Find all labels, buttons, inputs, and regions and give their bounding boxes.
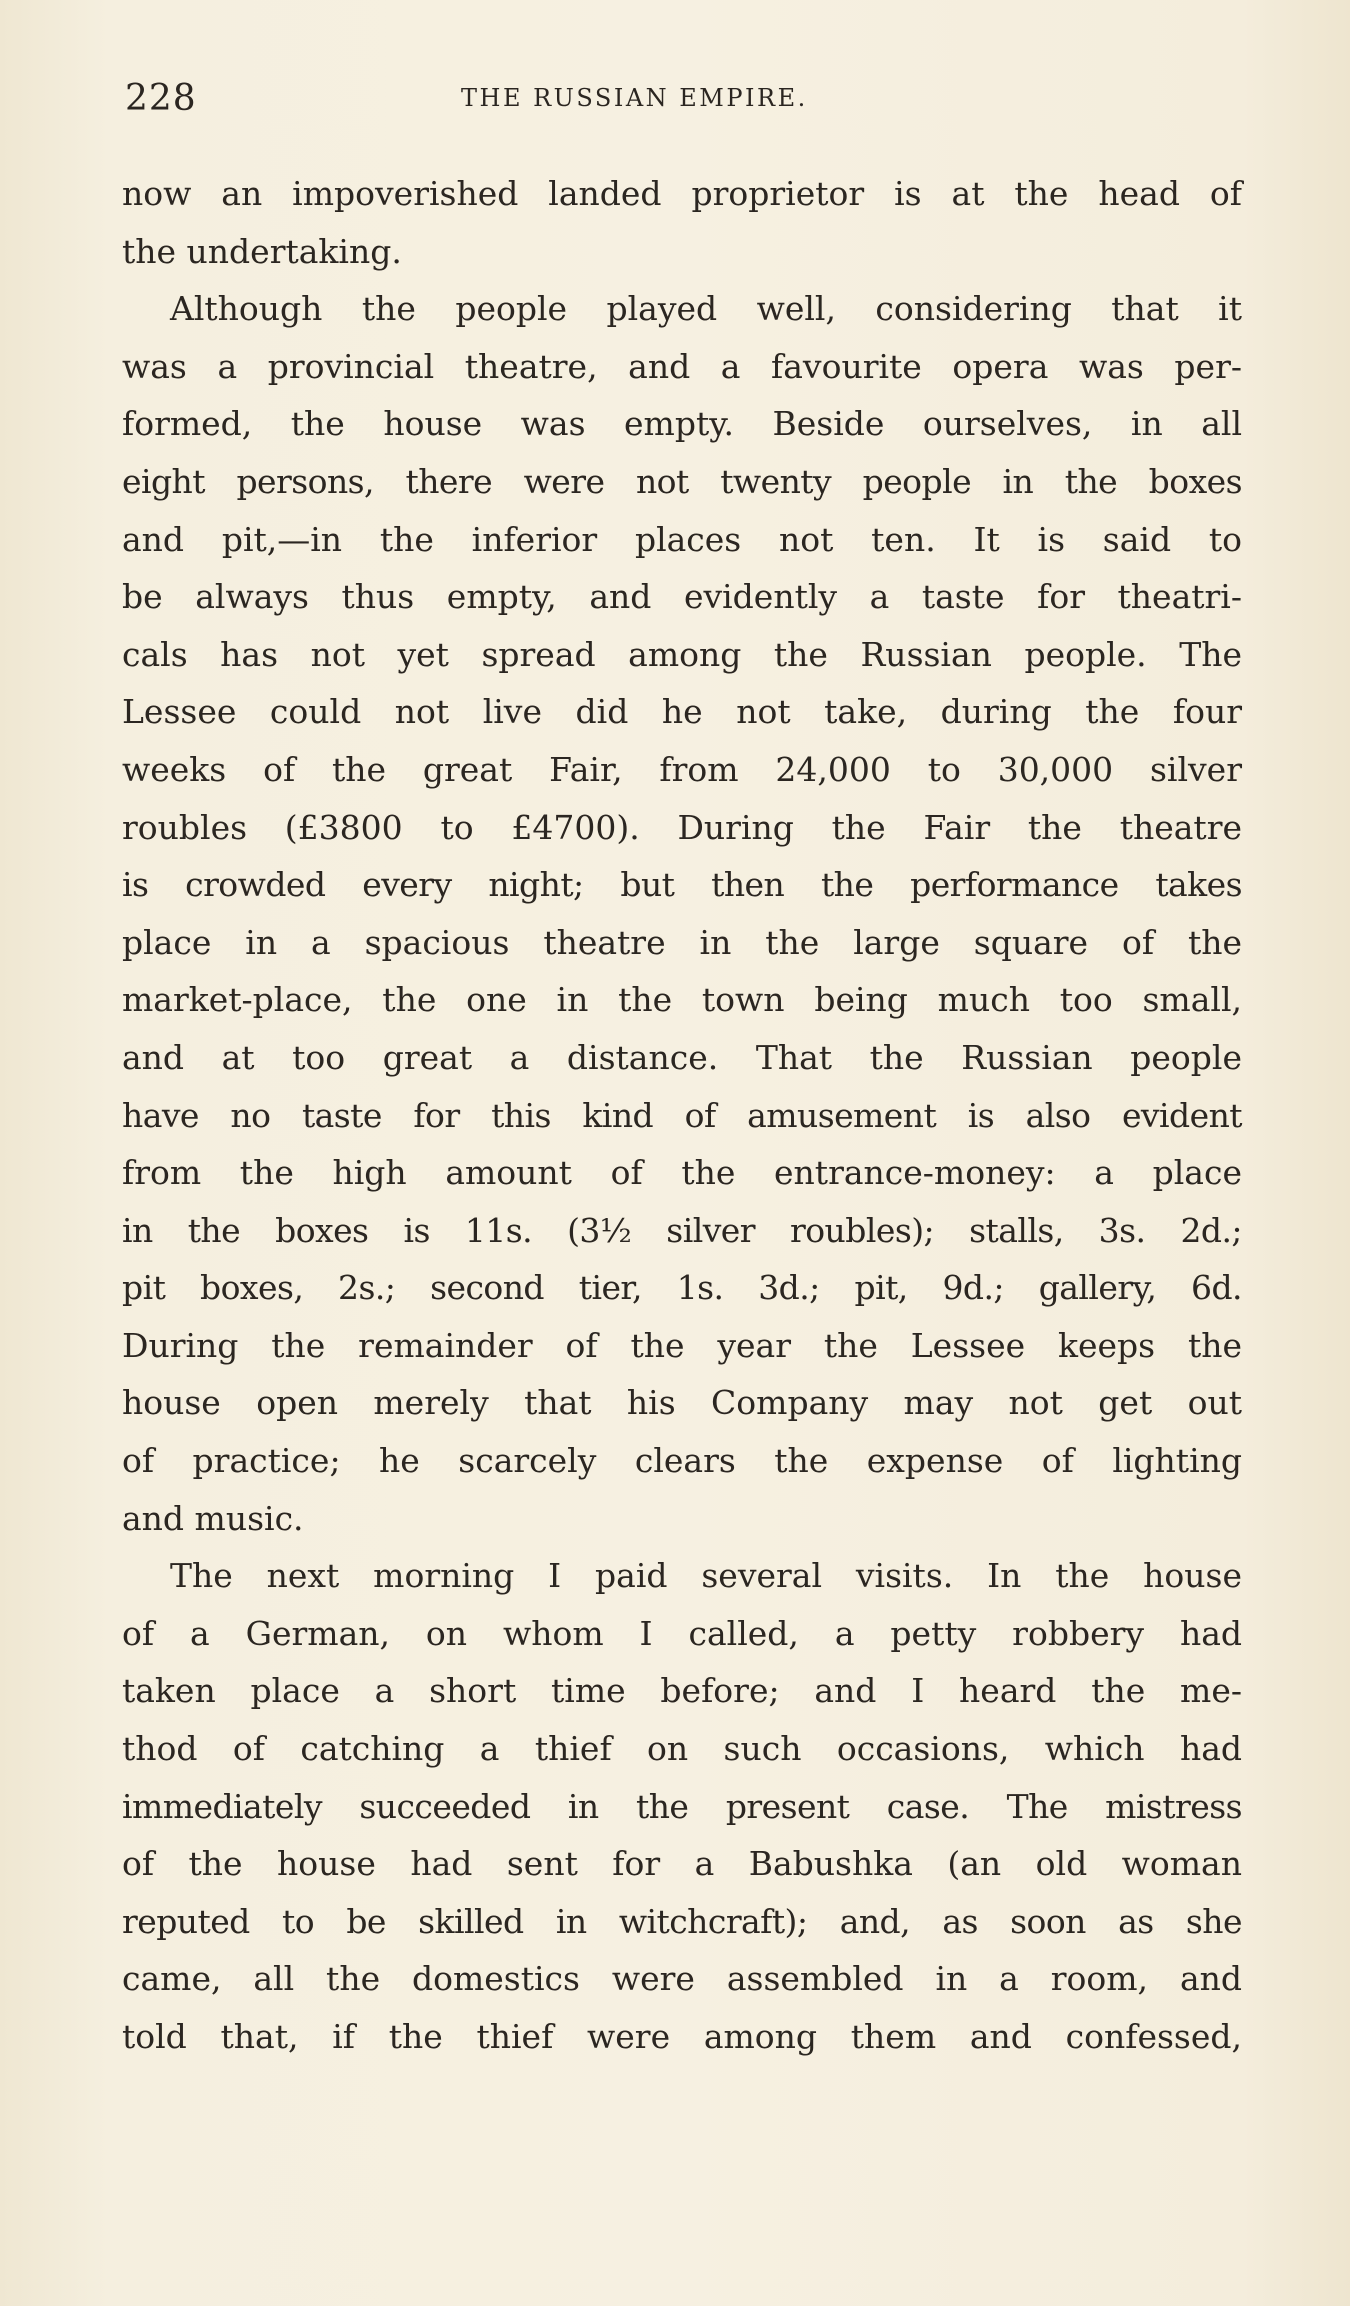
text-line: During the remainder of the year the Lessee keeps the (122, 1325, 1242, 1365)
text-line: market-place, the one in the town being much too small, (122, 980, 1242, 1020)
text-line: came, all the domestics were assembled in a room, and (122, 1959, 1242, 1999)
text-line: and music. (122, 1498, 304, 1538)
text-line: be always thus empty, and evidently a taste for theatri- (122, 577, 1242, 617)
body-text (122, 165, 1242, 2066)
text-line: reputed to be skilled in witchcraft); and, as soon as she (122, 1901, 1242, 1941)
text-line: was a provincial theatre, and a favourite opera was per- (122, 346, 1242, 386)
text-line: thod of catching a thief on such occasions, which had (122, 1729, 1242, 1769)
text-line: now an impoverished landed proprietor is at the head of (122, 174, 1242, 213)
text-line: immediately succeeded in the present case. The mistress (122, 1786, 1242, 1826)
text-line: from the high amount of the entrance-money: a place (122, 1153, 1242, 1193)
text-line: of a German, on whom I called, a petty robbery had (122, 1613, 1242, 1653)
text-line: the undertaking. (122, 231, 402, 271)
text-line: of the house had sent for a Babushka (an old woman (122, 1844, 1242, 1884)
text-line: and pit,—in the inferior places not ten. It is said to (122, 519, 1242, 559)
text-line: formed, the house was empty. Beside ourselves, in all (122, 404, 1242, 444)
text-line: is crowded every night; but then the performance takes (122, 865, 1242, 905)
running-head (125, 78, 1225, 122)
running-title: THE RUSSIAN EMPIRE. (461, 84, 808, 112)
text-line: weeks of the great Fair, from 24,000 to 30,000 silver (122, 749, 1242, 789)
text-line: Although the people played well, considering that it (170, 289, 1242, 329)
text-line: pit boxes, 2s.; second tier, 1s. 3d.; pit, 9d.; gallery, 6d. (122, 1268, 1242, 1308)
text-line: place in a spacious theatre in the large square of the (122, 922, 1242, 962)
text-line: eight persons, there were not twenty people in the boxes (122, 461, 1242, 501)
text-line: The next morning I paid several visits. In the house (170, 1556, 1242, 1596)
text-line: have no taste for this kind of amusement is also evident (122, 1095, 1242, 1135)
page-number: 228 (125, 78, 197, 119)
text-line: Lessee could not live did he not take, during the four (122, 692, 1242, 732)
text-line: told that, if the thief were among them and confessed, (122, 2017, 1242, 2056)
text-line: cals has not yet spread among the Russian people. The (122, 634, 1242, 674)
text-line: in the boxes is 11s. (3½ silver roubles); stalls, 3s. 2d.; (122, 1210, 1242, 1250)
text-line: of practice; he scarcely clears the expense of lighting (122, 1441, 1242, 1481)
text-line: house open merely that his Company may not get out (122, 1383, 1242, 1423)
text-line: and at too great a distance. That the Russian people (122, 1037, 1242, 1077)
text-line: taken place a short time before; and I heard the me- (122, 1671, 1242, 1711)
text-line: roubles (£3800 to £4700). During the Fair the theatre (122, 807, 1242, 847)
